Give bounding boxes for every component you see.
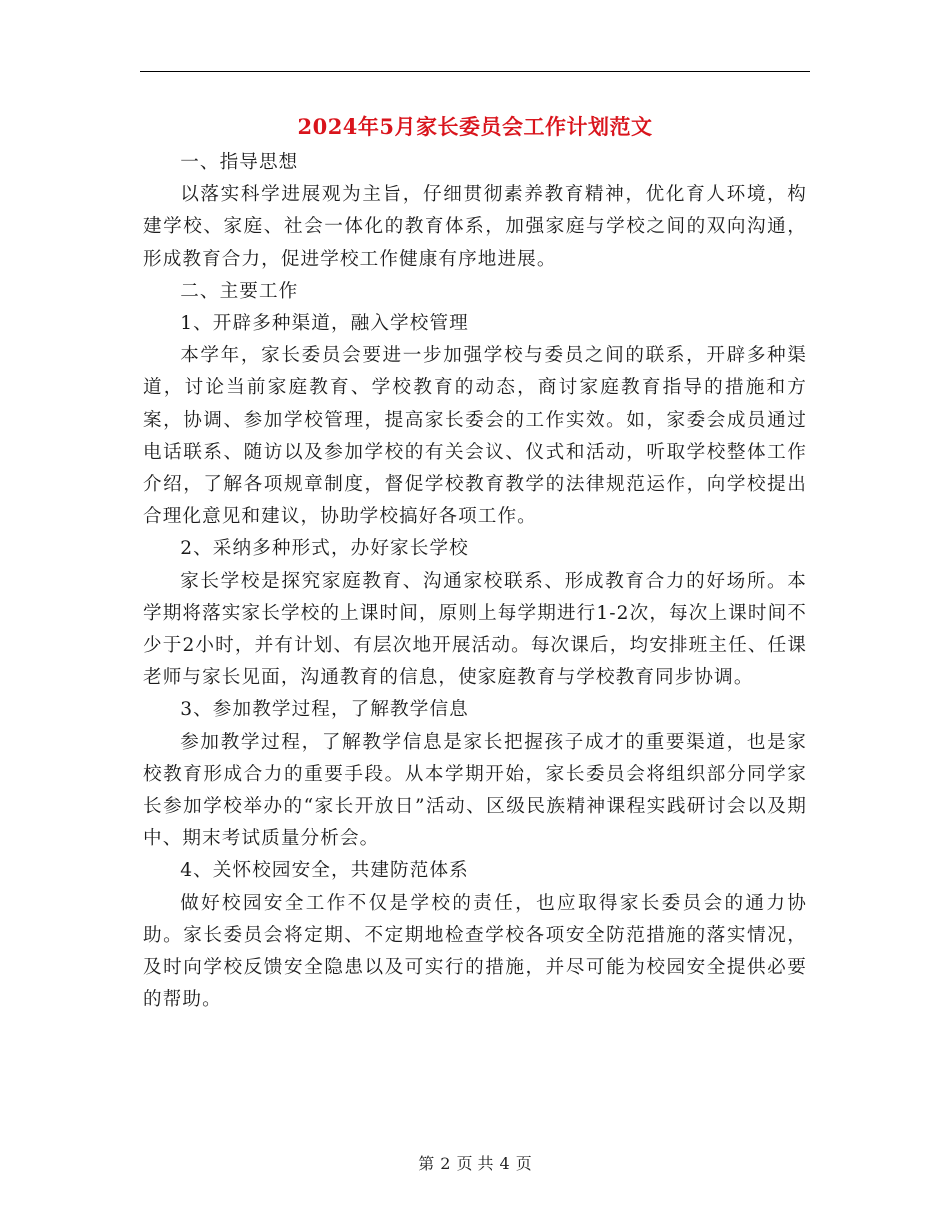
paragraph-school-management: 本学年，家长委员会要进一步加强学校与委员之间的联系，开辟多种渠道，讨论当前家庭教育、学校教育的动态，商讨家庭教育指导的措施和方案，协调、参加学校管理，提高家长委会的工作实效。如，家委会成员通过电话联系、随访以及参加学校的有关会议、仪式和活动，听取学校整体工作介绍，了解各项规章制度，督促学校教育教学的法律规范运作，向学校提出合理化意见和建议，协助学校搞好各项工作。 <box>143 345 807 528</box>
subheading-campus-safety: 4、关怀校园安全，共建防范体系 <box>180 860 469 882</box>
section-heading-guiding-thought: 一、指导思想 <box>180 152 299 173</box>
page-number-footer <box>0 1152 950 1176</box>
header-rule <box>140 71 810 72</box>
subheading-school-management: 1、开辟多种渠道，融入学校管理 <box>180 313 469 335</box>
section-heading-main-work: 二、主要工作 <box>180 280 299 302</box>
page-current: 2 <box>440 1154 451 1173</box>
document-title: 2024年5月家长委员会工作计划范文 <box>297 114 653 139</box>
page-mid: 页 共 <box>456 1154 494 1173</box>
subheading-parent-school: 2、采纳多种形式，办好家长学校 <box>180 538 469 560</box>
paragraph-teaching-process: 参加教学过程，了解教学信息是家长把握孩子成才的重要渠道，也是家校教育形成合力的重要手段。从本学期开始，家长委员会将组织部分同学家长参加学校举办的“家长开放日”活动、区级民族精神课程实践研讨会以及期中、期末考试质量分析会。 <box>143 731 807 850</box>
paragraph-campus-safety: 做好校园安全工作不仅是学校的责任，也应取得家长委员会的通力协助。家长委员会将定期、不定期地检查学校各项安全防范措施的落实情况，及时向学校反馈安全隐患以及可实行的措施，并尽可能为校园安全提供必要的帮助。 <box>143 892 807 1011</box>
page-total: 4 <box>499 1154 510 1173</box>
paragraph-parent-school: 家长学校是探究家庭教育、沟通家校联系、形成教育合力的好场所。本学期将落实家长学校的上课时间，原则上每学期进行1-2次，每次上课时间不少于2小时，并有计划、有层次地开展活动。每次课后，均安排班主任、任课老师与家长见面，沟通教育的信息，使家庭教育与学校教育同步协调。 <box>143 570 807 689</box>
paragraph-guiding-thought: 以落实科学进展观为主旨，仔细贯彻素养教育精神，优化育人环境，构建学校、家庭、社会一体化的教育体系，加强家庭与学校之间的双向沟通，形成教育合力，促进学校工作健康有序地进展。 <box>143 184 807 270</box>
subheading-teaching-process: 3、参加教学过程，了解教学信息 <box>180 699 469 721</box>
page-prefix: 第 <box>418 1154 435 1173</box>
page-suffix: 页 <box>515 1154 532 1173</box>
document-body <box>143 147 807 1016</box>
